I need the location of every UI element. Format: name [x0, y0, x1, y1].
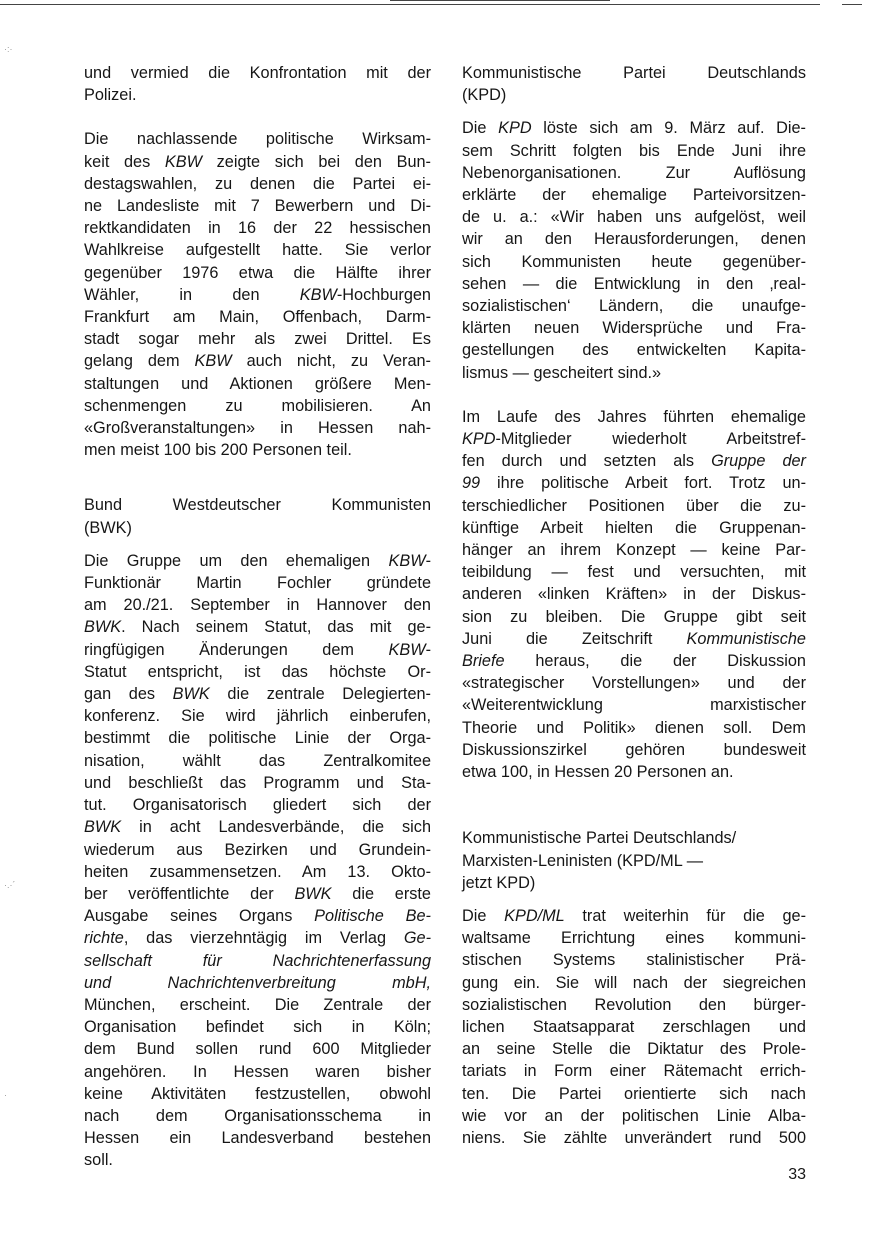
text-line: sozialistischen Revolution den bürger-: [462, 995, 806, 1014]
paragraph-kbw-decline: [84, 128, 431, 461]
text-line: Theorie und Politik» dienen soll. Dem: [462, 718, 806, 737]
text-line: soll.: [84, 1151, 113, 1170]
heading-line: Kommunistische Partei Deutschlands/: [462, 829, 737, 848]
text-line: Juni die Zeitschrift Kommunistische: [462, 629, 806, 648]
text-line: wie vor an der politischen Linie Alba-: [462, 1106, 806, 1125]
paragraph-intro: [84, 62, 431, 106]
text-line: sich Kommunisten heute gegenüber-: [462, 252, 806, 271]
spacer: [84, 483, 431, 494]
text-line: Wähler, in den KBW-Hochburgen: [84, 285, 431, 304]
text-line: etwa 100, in Hessen 20 Personen an.: [462, 763, 734, 782]
text-line: hänger an ihrem Konzept — keine Par-: [462, 541, 806, 560]
text-line: 99 ihre politische Arbeit fort. Trotz un-: [462, 474, 806, 493]
text-line: sozialistischen‘ Ländern, die unaufge-: [462, 297, 806, 316]
text-line: ber veröffentlichte der BWK die erste: [84, 884, 431, 903]
text-line: Diskussionszirkel gehören bundesweit: [462, 740, 806, 759]
text-line: gegenüber 1976 etwa die Hälfte ihrer: [84, 263, 431, 282]
text-line: tut. Organisatorisch gliedert sich der: [84, 796, 431, 815]
scan-edge-line: [0, 4, 820, 5]
text-line: gelang dem KBW auch nicht, zu Veran-: [84, 352, 431, 371]
text-line: Hessen ein Landesverband bestehen: [84, 1129, 431, 1148]
text-line: Briefe heraus, die der Diskussion: [462, 652, 806, 671]
text-line: lichen Staatsapparat zerschlagen und: [462, 1017, 806, 1036]
text-line: gestellungen des entwickelten Kapita-: [462, 341, 806, 360]
text-line: dem Bund sollen rund 600 Mitglieder: [84, 1040, 431, 1059]
text-line: terschiedlicher Positionen über die zu-: [462, 496, 806, 515]
text-line: sem Schritt folgten bis Ende Juni ihre: [462, 141, 806, 160]
text-line: stadt sogar mehr als zwei Drittel. Es: [84, 330, 431, 349]
text-line: erklärte der ehemalige Parteivorsitzen-: [462, 186, 806, 205]
text-line: rektkandidaten in 16 der 22 hessischen: [84, 219, 431, 238]
text-line: wir an den Herausforderungen, denen: [462, 230, 806, 249]
text-line: Polizei.: [84, 86, 137, 105]
scan-edge-line-top: [390, 0, 610, 1]
right-column: [462, 62, 806, 1149]
text-line: de u. a.: «Wir haben uns aufgelöst, weil: [462, 208, 806, 227]
section-heading-kpd-ml: [462, 827, 806, 894]
text-line: sion zu bleiben. Die Gruppe gibt seit: [462, 607, 806, 626]
text-line: Die Gruppe um den ehemaligen KBW-: [84, 551, 431, 570]
text-line: Im Laufe des Jahres führten ehemalige: [462, 407, 806, 426]
heading-line: jetzt KPD): [462, 873, 536, 892]
text-line: Wahlkreise aufgestellt hatte. Sie verlor: [84, 241, 431, 260]
text-line: Ausgabe seines Organs Politische Be-: [84, 907, 431, 926]
paragraph-kpd-dissolution: [462, 117, 806, 383]
text-line: Die KPD löste sich am 9. März auf. Die-: [462, 119, 806, 138]
text-line: heiten zusammensetzen. Am 13. Okto-: [84, 862, 431, 881]
page-number: 33: [788, 1166, 806, 1183]
text-line: Statut entspricht, ist das höchste Or-: [84, 662, 431, 681]
text-line: teibildung — fest und versuchten, mit: [462, 563, 806, 582]
text-line: ringfügigen Änderungen dem KBW-: [84, 640, 431, 659]
text-line: Die nachlassende politische Wirksam-: [84, 130, 431, 149]
text-line: Funktionär Martin Fochler gründete: [84, 574, 431, 593]
text-line: Die KPD/ML trat weiterhin für die ge-: [462, 906, 806, 925]
text-line: an seine Stelle die Diktatur des Prole-: [462, 1040, 806, 1059]
text-line: anderen «linken Kräften» in der Diskus-: [462, 585, 806, 604]
left-column: [84, 62, 431, 1172]
text-line: und vermied die Konfrontation mit der: [84, 64, 431, 82]
text-line: schenmengen zu mobilisieren. An: [84, 396, 431, 415]
section-heading-kpd: [462, 62, 806, 106]
text-line: sellschaft für Nachrichtenerfassung: [84, 951, 431, 970]
text-line: Frankfurt am Main, Offenbach, Darm-: [84, 308, 431, 327]
text-line: tariats in Form einer Rätemacht errich-: [462, 1062, 806, 1081]
text-line: klärten neuen Widersprüche und Fra-: [462, 319, 806, 338]
text-line: staltungen und Aktionen größere Men-: [84, 374, 431, 393]
text-line: destagswahlen, zu denen die Partei ei-: [84, 174, 431, 193]
paragraph-bwk: [84, 550, 431, 1172]
scan-speck: ·: [4, 1090, 7, 1100]
text-line: BWK in acht Landesverbände, die sich: [84, 818, 431, 837]
text-line: und Nachrichtenverbreitung mbH,: [84, 973, 431, 992]
text-line: ten. Die Partei orientierte sich nach: [462, 1084, 806, 1103]
text-line: und beschließt das Programm und Sta-: [84, 773, 431, 792]
text-line: fen durch und setzten als Gruppe der: [462, 452, 806, 471]
paragraph-kpd-ml: [462, 905, 806, 1149]
text-line: nisation, wählt das Zentralkomitee: [84, 751, 431, 770]
text-line: KPD-Mitglieder wiederholt Arbeitstref-: [462, 430, 806, 449]
text-line: keine Aktivitäten festzustellen, obwohl: [84, 1084, 431, 1103]
text-line: richte, das vierzehntägig im Verlag Ge-: [84, 929, 431, 948]
text-line: künftige Arbeit hielten die Gruppenan-: [462, 518, 806, 537]
heading-line: Bund Westdeutscher Kommunisten: [84, 496, 431, 515]
heading-line: (KPD): [462, 86, 507, 105]
section-heading-bwk: [84, 494, 431, 538]
text-line: sehen — die Entwicklung in den ‚real-: [462, 274, 806, 293]
text-line: konferenz. Sie wird jährlich einberufen,: [84, 707, 431, 726]
text-line: gung ein. Sie will nach der siegreichen: [462, 973, 806, 992]
scan-edge-line-right: [842, 4, 862, 5]
text-line: angehören. In Hessen waren bisher: [84, 1062, 431, 1081]
scan-speck: ·:·: [4, 44, 13, 54]
scan-speck: ·.·´: [4, 880, 16, 890]
heading-line: Kommunistische Partei Deutschlands: [462, 64, 806, 82]
text-line: stischen Systems stalinistischer Prä-: [462, 951, 806, 970]
paragraph-gruppe-der-99: [462, 406, 806, 783]
text-line: BWK. Nach seinem Statut, das mit ge-: [84, 618, 431, 637]
text-line: gan des BWK die zentrale Delegierten-: [84, 685, 431, 704]
text-line: Organisation befindet sich in Köln;: [84, 1018, 431, 1037]
text-line: «Großveranstaltungen» in Hessen nah-: [84, 419, 431, 438]
text-line: am 20./21. September in Hannover den: [84, 596, 431, 615]
text-line: bestimmt die politische Linie der Orga-: [84, 729, 431, 748]
text-line: nach dem Organisationsschema in: [84, 1106, 431, 1125]
spacer: [462, 805, 806, 827]
text-line: men meist 100 bis 200 Personen teil.: [84, 441, 352, 460]
text-line: wiederum aus Bezirken und Grundein-: [84, 840, 431, 859]
text-line: ne Landesliste mit 7 Bewerbern und Di-: [84, 197, 431, 216]
text-line: waltsame Errichtung eines kommuni-: [462, 929, 806, 948]
heading-line: Marxisten-Leninisten (KPD/ML —: [462, 851, 703, 870]
text-line: «strategischer Vorstellungen» und der: [462, 674, 806, 693]
text-line: München, erscheint. Die Zentrale der: [84, 995, 431, 1014]
text-line: keit des KBW zeigte sich bei den Bun-: [84, 152, 431, 171]
text-line: lismus — gescheitert sind.»: [462, 363, 662, 382]
text-line: Nebenorganisationen. Zur Auflösung: [462, 163, 806, 182]
heading-line: (BWK): [84, 518, 132, 537]
text-line: niens. Sie zählte unverändert rund 500: [462, 1128, 806, 1147]
text-line: «Weiterentwicklung marxistischer: [462, 696, 806, 715]
